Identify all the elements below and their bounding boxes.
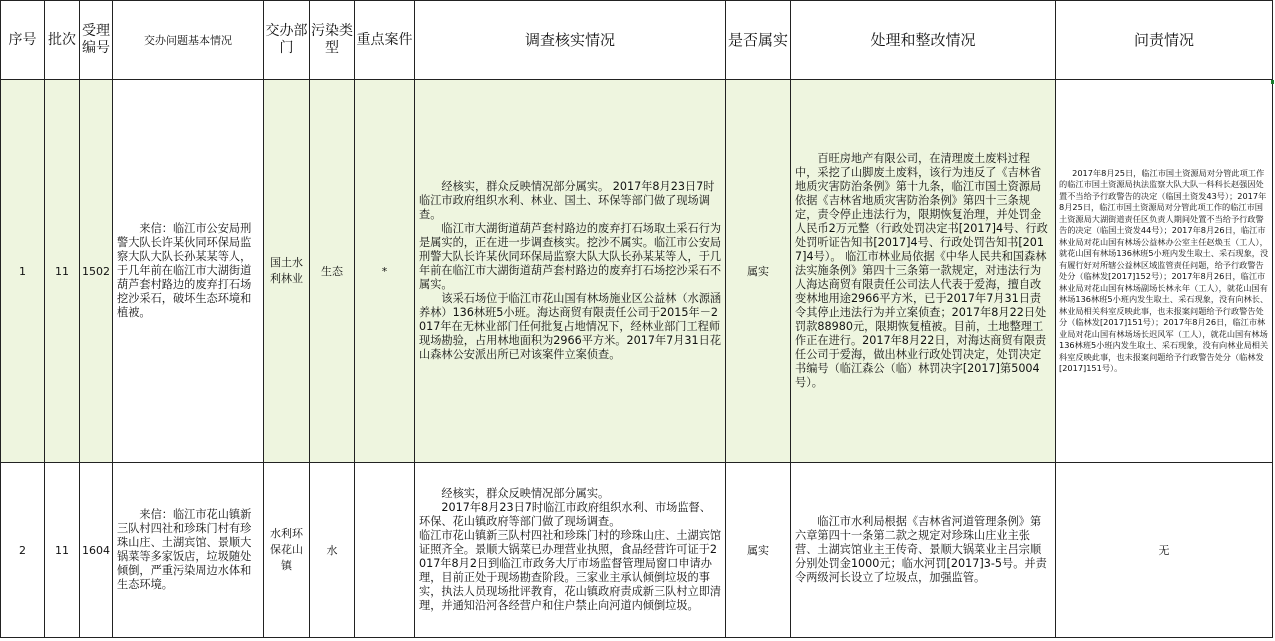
header-seq: 序号	[1, 1, 45, 80]
issue-text: 来信：临江市公安局刑警大队长许某伙同环保局监察大队大队长孙某某等人，于几年前在临江市大湖街道葫芦套村路边的废弃打石场挖沙采石，破坏生态环境和植被。	[117, 222, 252, 319]
investigation-para: 2017年8月23日7时临江市政府组织水利、市场监督、环保、花山镇政府等部门做了现场调查。	[419, 501, 711, 528]
handling-para: 百旺房地产有限公司，在清理废土废料过程中，采挖了山脚废土废料，该行为违反了《吉林省地质灾害防治条例》第十九条，临江市国土资源局依据《吉林省地质灾害防治条例》第四十三条规定，责令停止违法行为，限期恢复治理，并处罚金人民币2万元整（行政处罚决定书[2017]4号、行政处罚听证告知书[2017]4号、行政处罚告知书[2017]4号）。 临江市林业局依据《中华人民共和国森林法实施条例》第四十三条第一款规定，对违法行为人海达商贸有限责任公司法人代表于爱海，擅自改变林地用途2966平方米，已于2017年7月31日责令其停止违法行为并立案侦查；2017年8月22日处罚款88980元，限期恢复植被。目前，土地整理工作正在进行。2017年8月22日，对海达商贸有限责任公司于爱海，做出林业行政处罚决定，处罚决定书编号（临江森公（临）林罚决字[2017]第5004号）。	[795, 152, 1048, 389]
cell-cursor-marker	[1271, 80, 1274, 84]
header-accept-no: 受理编号	[80, 1, 113, 80]
issue-text: 来信：临江市花山镇新三队村四社和珍珠门村有珍珠山庄、土湖宾馆、景顺大锅菜等多家饭店，垃圾随处倾倒，严重污染周边水体和生态环境。	[117, 508, 252, 591]
cell-accountability	[1056, 80, 1273, 463]
cell-is-true: 属实	[726, 463, 791, 638]
investigation-para: 该采石场位于临江市花山国有林场施业区公益林（水源涵养林）136林班5小班。海达商贸有限责任公司于2015年－2017年在无林业部门任何批复占地情况下，经林业部门工程师现场勘验，占用林地面积为2966平方米。2017年7月31日花山森林公安派出所已对该案件立案侦查。	[419, 292, 722, 361]
cell-handling	[791, 80, 1056, 463]
cell-is-true: 属实	[726, 80, 791, 463]
cell-seq: 1	[1, 80, 45, 463]
cell-key-case	[355, 463, 415, 638]
cell-pollution: 水	[310, 463, 355, 638]
cell-handling	[791, 463, 1056, 638]
table-row	[1, 463, 1273, 638]
cell-accountability: 无	[1056, 463, 1273, 638]
cell-dept: 水利环保花山镇	[264, 463, 310, 638]
cell-pollution: 生态	[310, 80, 355, 463]
header-key-case: 重点案件	[355, 1, 415, 80]
cell-issue	[113, 463, 264, 638]
cell-batch: 11	[45, 80, 80, 463]
cell-dept: 国土水利林业	[264, 80, 310, 463]
cell-seq: 2	[1, 463, 45, 638]
investigation-para: 经核实，群众反映情况部分属实。 2017年8月23日7时临江市政府组织水利、林业、国土、环保等部门做了现场调查。	[419, 180, 715, 221]
header-handling: 处理和整改情况	[791, 1, 1056, 80]
header-batch: 批次	[45, 1, 80, 80]
header-investigation: 调查核实情况	[415, 1, 726, 80]
header-accountability: 问责情况	[1056, 1, 1273, 80]
cell-key-case: *	[355, 80, 415, 463]
cell-batch: 11	[45, 463, 80, 638]
investigation-para: 临江市大湖街道葫芦套村路边的废弃打石场取土采石行为是属实的，正在进一步调查核实。挖沙不属实。临江市公安局刑警大队长许某伙同环保局监察大队大队长孙某某等人，于几年前在临江市大湖街道葫芦套村路边的废弃打石场挖沙采石不属实。	[419, 222, 722, 291]
accountability-para: 2017年8月25日，临江市国土资源局对分管此项工作的临江市国土资源局执法监察大队大队一科科长赵强因处置不当给予行政警告的决定（临国土资发43号）；2017年8月25日，临江市国土资源局对分管此项工作的临江市国土资源局大湖街道责任区负责人期间处置不当给予行政警告的决定（临国土资发44号）；2017年8月26日，临江市林业局对花山国有林场公益林办公室主任赵焕玉（工人），就花山国有林场136林班5小班内发生取土、采石现象，没有履行好对所辖公益林区域监管责任问题，给予行政警告处分（临林发[2017]152号）；2017年8月26日，临江市林业局对花山国有林场副场长林永年（工人），就花山国有林场136林班5小班内发生取土、采石现象，没有向林长、林业局相关科室反映此事，也未报案问题给予行政警告处分（临林发[2017]151号）；2017年8月26日，临江市林业局对花山国有林场场长迟风军（工人），就花山国有林场136林班5小班内发生取土、采石现象，没有向林业局相关科室反映此事，也未报案问题给予行政警告处分（临林发[2017]151号）。	[1059, 167, 1269, 373]
header-row	[1, 1, 1273, 80]
investigation-para: 经核实，群众反映情况部分属实。	[441, 487, 610, 500]
investigation-para: 临江市花山镇新三队村四社和珍珠门村的珍珠山庄、土湖宾馆证照齐全。景顺大锅菜已办理营业执照，食品经营许可证于2017年8月2日到临江市政务大厅市场监督管理局窗口申请办理，目前正处于现场勘查阶段。三家业主承认倾倒垃圾的事实，执法人员现场批评教育，花山镇政府责成新三队村立即清理，并通知沿河各经营户和住户禁止向河道内倾倒垃圾。	[419, 529, 722, 612]
header-dept: 交办部门	[264, 1, 310, 80]
cell-issue	[113, 80, 264, 463]
cell-accept-no: 1502	[80, 80, 113, 463]
cell-accept-no: 1604	[80, 463, 113, 638]
handling-para: 临江市水利局根据《吉林省河道管理条例》第六章第四十一条第二款之规定对珍珠山庄业主张营、土湖宾馆业主王传奇、景顺大锅菜业主吕宗顺分别处罚金1000元；临水河罚[2017]3-5号。并责令两级河长设立了垃圾点，加强监管。	[795, 515, 1047, 584]
header-issue: 交办问题基本情况	[113, 1, 264, 80]
cell-investigation	[415, 80, 726, 463]
table-row	[1, 80, 1273, 463]
header-is-true: 是否属实	[726, 1, 791, 80]
cell-investigation	[415, 463, 726, 638]
header-pollution: 污染类型	[310, 1, 355, 80]
